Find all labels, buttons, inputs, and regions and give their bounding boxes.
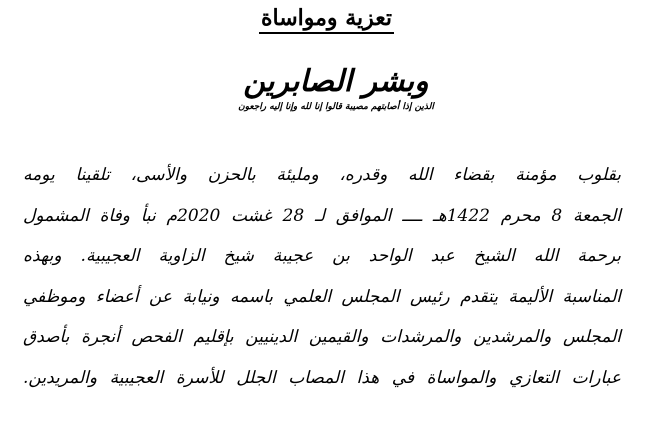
body-line: المجلس والمرشدين والمرشدات والقيمين الدينيين بإقليم الفحص أنجرة بأصدق [23, 327, 621, 347]
body-line: الجمعة 8 محرم 1422هـ ــــ الموافق لـ 28 غشت 2020م نبأ وفاة المشمول [23, 205, 622, 226]
body-line: عبارات التعازي والمواساة في هذا المصاب الجلل للأسرة العجيبية والمريدين. [23, 367, 621, 388]
document-title-text: تعزية ومواساة [259, 5, 394, 34]
body-line: المناسبة الأليمة يتقدم رئيس المجلس العلمي باسمه ونيابة عن أعضاء وموظفي [23, 286, 621, 307]
document-title [0, 4, 653, 32]
quran-verse-main: وبشر الصابرين [243, 64, 429, 99]
body-line: برحمة الله الشيخ عبد الواحد بن عجيبة شيخ الزاوية العجيبية. وبهذه [23, 246, 621, 266]
condolence-body [23, 155, 621, 398]
body-line: بقلوب مؤمنة بقضاء الله وقدره، ومليئة بالحزن والأسى، تلقينا يومه [23, 165, 621, 185]
quran-verse-block [236, 64, 436, 114]
quran-verse-sub: الذين إذا أصابتهم مصيبة قالوا إنا لله وإنا إليه راجعون [238, 102, 434, 112]
